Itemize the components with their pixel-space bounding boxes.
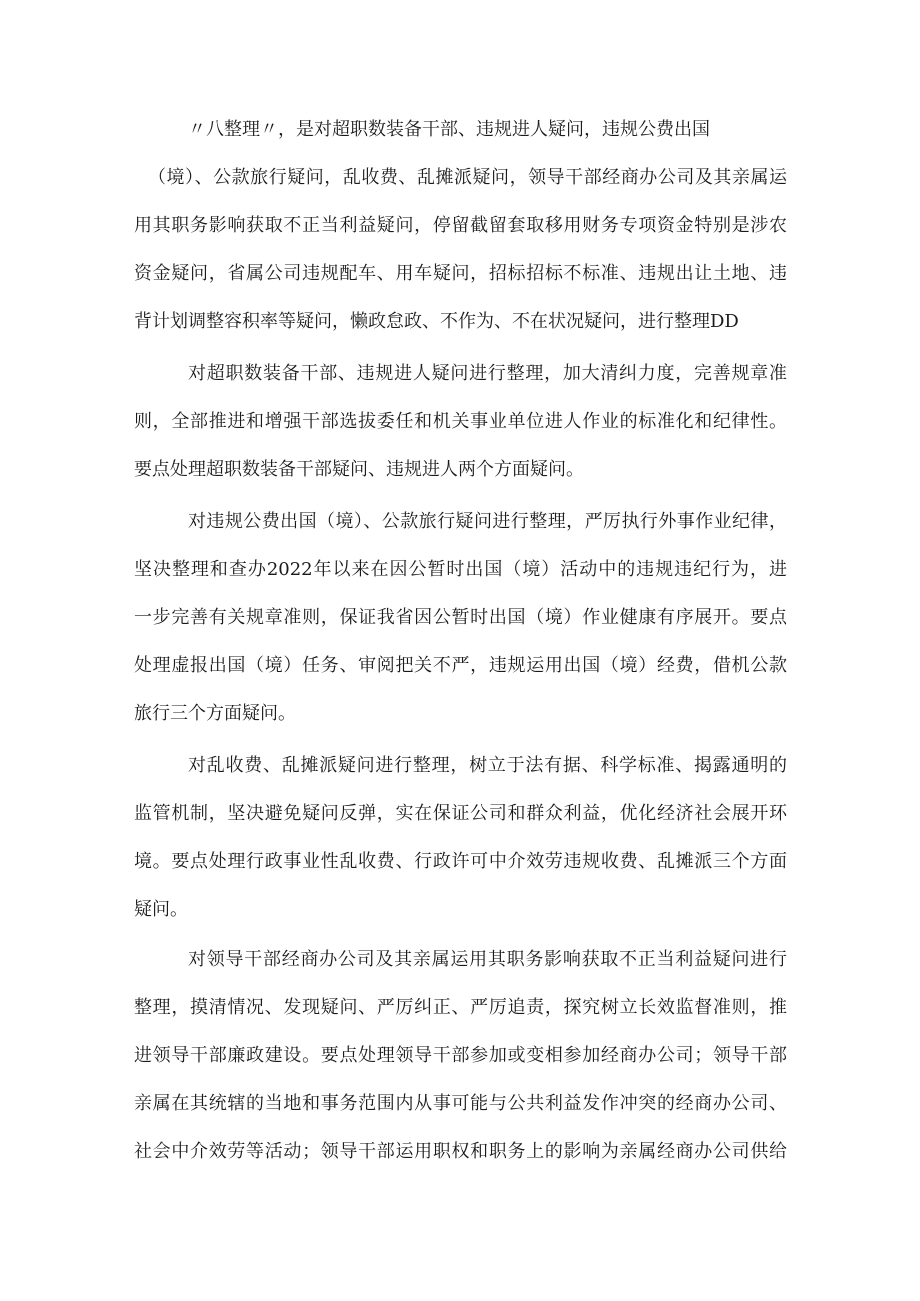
paragraph-3-line-1: 对违规公费出国（境）、公款旅行疑问进行整理，严厉执行外事作业纪律， xyxy=(188,511,787,532)
paragraph-2-line-3: 要点处理超职数装备干部疑问、违规进人两个方面疑问。 xyxy=(134,459,584,480)
paragraph-5-line-3: 进领导干部廉政建设。要点处理领导干部参加或变相参加经商办公司；领导干部 xyxy=(134,1045,787,1066)
paragraph-3-line-5: 旅行三个方面疑问。 xyxy=(134,703,296,724)
paragraph-4-line-1: 对乱收费、乱摊派疑问进行整理，树立于法有据、科学标准、揭露通明的 xyxy=(188,755,787,776)
paragraph-2-line-2: 则，全部推进和增强干部选拔委任和机关事业单位进人作业的标准化和纪律性。 xyxy=(134,411,787,432)
paragraph-3-line-4: 处理虚报出国（境）任务、审阅把关不严，违规运用出国（境）经费，借机公款 xyxy=(134,655,787,676)
paragraph-4-line-3: 境。要点处理行政事业性乱收费、行政许可中介效劳违规收费、乱摊派三个方面 xyxy=(134,851,787,872)
paragraph-3-line-2: 坚决整理和查办2022年以来在因公暂时出国（境）活动中的违规违纪行为，进 xyxy=(134,559,787,580)
paragraph-1-line-5: 背计划调整容积率等疑问，懒政怠政、不作为、不在状况疑问，进行整理DD xyxy=(134,311,739,332)
paragraph-5-line-5: 社会中介效劳等活动；领导干部运用职权和职务上的影响为亲属经商办公司供给 xyxy=(134,1141,787,1162)
paragraph-4-line-2: 监管机制，坚决避免疑问反弹，实在保证公司和群众利益，优化经济社会展开环 xyxy=(134,803,787,824)
paragraph-5-line-1: 对领导干部经商办公司及其亲属运用其职务影响获取不正当利益疑问进行 xyxy=(188,949,787,970)
paragraph-2-line-1: 对超职数装备干部、违规进人疑问进行整理，加大清纠力度，完善规章准 xyxy=(188,363,787,384)
paragraph-4-line-4: 疑问。 xyxy=(134,899,188,920)
paragraph-3-line-3: 一步完善有关规章准则，保证我省因公暂时出国（境）作业健康有序展开。要点 xyxy=(134,607,787,628)
paragraph-5-line-2: 整理，摸清情况、发现疑问、严厉纠正、严厉追责，探究树立长效监督准则，推 xyxy=(134,997,787,1018)
paragraph-1-line-1: 〃八整理〃，是对超职数装备干部、违规进人疑问，违规公费出国 xyxy=(188,119,710,140)
paragraph-1-line-4: 资金疑问，省属公司违规配车、用车疑问，招标招标不标准、违规出让土地、违 xyxy=(134,263,787,284)
paragraph-1-line-2: （境）、公款旅行疑问，乱收费、乱摊派疑问，领导干部经商办公司及其亲属运 xyxy=(148,167,787,188)
paragraph-5-line-4: 亲属在其统辖的当地和事务范围内从事可能与公共利益发作冲突的经商办公司、 xyxy=(134,1093,787,1114)
paragraph-1-line-3: 用其职务影响获取不正当利益疑问，停留截留套取移用财务专项资金特别是涉农 xyxy=(134,215,787,236)
